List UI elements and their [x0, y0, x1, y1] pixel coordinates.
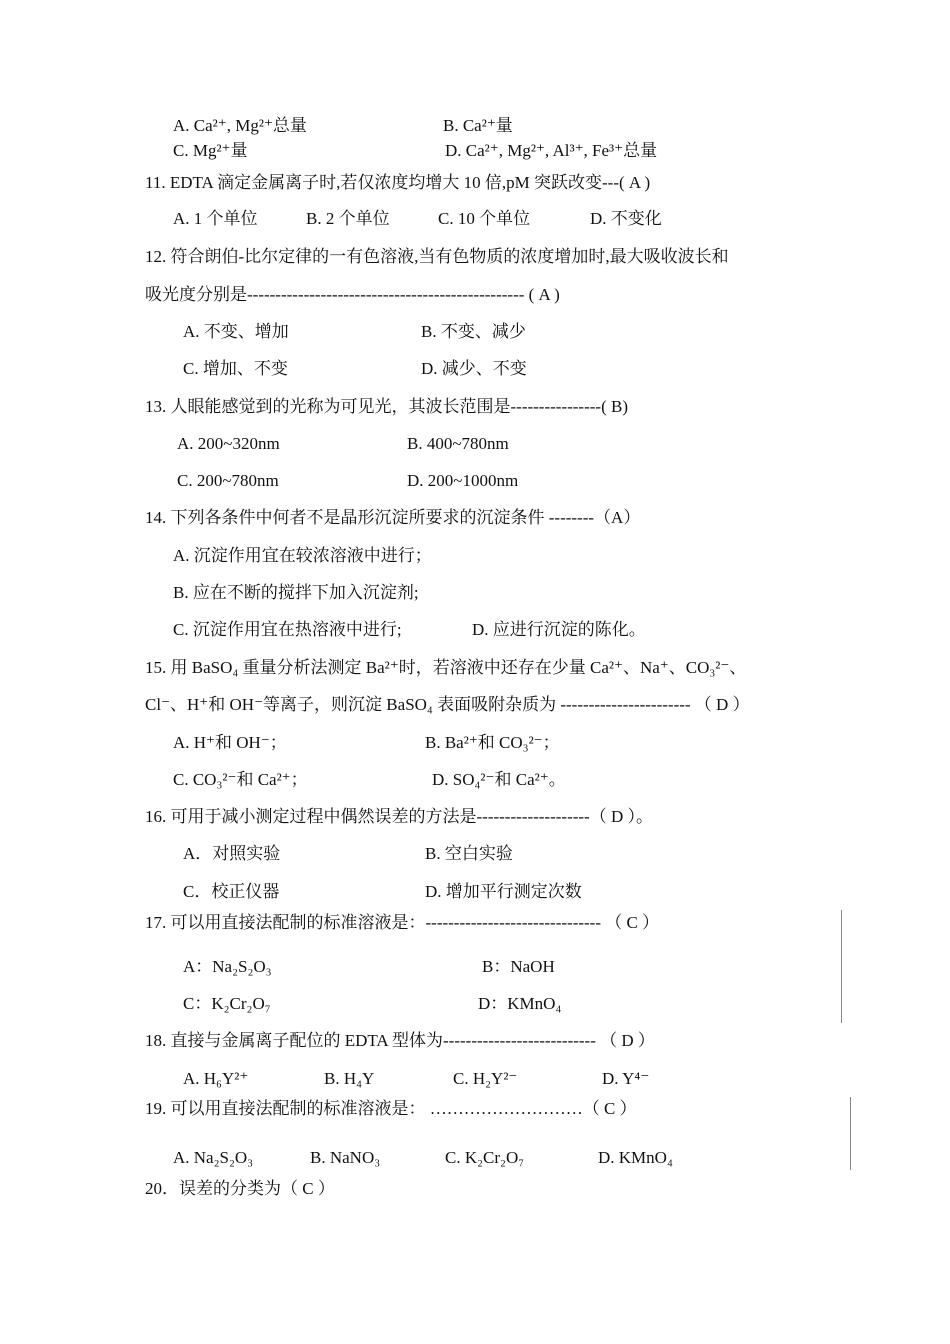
q10-option-c: C. Mg²⁺量	[173, 141, 248, 160]
q18-option-d: D. Y⁴⁻	[602, 1069, 650, 1088]
q11-option-a: A. 1 个单位	[173, 209, 258, 228]
q19-option-d: D. KMnO₄	[598, 1148, 673, 1167]
q17-option-d: D：KMnO₄	[478, 994, 562, 1013]
q18-option-b: B. H₄Y	[324, 1069, 375, 1088]
q16-option-a: A．对照实验	[183, 844, 281, 863]
q14-option-d: D. 应进行沉淀的陈化。	[472, 620, 646, 639]
q12-option-c: C. 增加、不变	[183, 359, 288, 378]
q16-option-b: B. 空白实验	[425, 844, 513, 863]
margin-bar-1	[841, 910, 842, 1023]
q10-option-a: A. Ca²⁺, Mg²⁺总量	[173, 116, 307, 135]
q12-stem-line2: 吸光度分别是------------------------------------------------- ( A )	[145, 285, 560, 304]
q14-option-b: B. 应在不断的搅拌下加入沉淀剂;	[173, 583, 419, 602]
q14-option-c: C. 沉淀作用宜在热溶液中进行;	[173, 620, 402, 639]
q15-stem-line2: Cl⁻、H⁺和 OH⁻等离子，则沉淀 BaSO₄ 表面吸附杂质为 ----------------------- （ D ）	[145, 695, 750, 714]
q11-option-d: D. 不变化	[590, 209, 662, 228]
q16-option-c: C．校正仪器	[183, 882, 280, 901]
q18-stem: 18. 直接与金属离子配位的 EDTA 型体为--------------------------- （ D ）	[145, 1031, 655, 1050]
q19-option-b: B. NaNO₃	[310, 1148, 381, 1167]
q15-option-b: B. Ba²⁺和 CO₃²⁻；	[425, 733, 560, 752]
q11-option-c: C. 10 个单位	[438, 209, 531, 228]
q17-option-a: A：Na₂S₂O₃	[183, 957, 272, 976]
q17-option-c: C：K₂Cr₂O₇	[183, 994, 271, 1013]
q12-option-a: A. 不变、增加	[183, 322, 289, 341]
q14-stem: 14. 下列各条件中何者不是晶形沉淀所要求的沉淀条件 --------（A）	[145, 508, 641, 527]
margin-bar-2	[850, 1097, 851, 1170]
q10-option-b: B. Ca²⁺量	[443, 116, 513, 135]
q19-option-a: A. Na₂S₂O₃	[173, 1148, 254, 1167]
q15-option-c: C. CO₃²⁻和 Ca²⁺；	[173, 770, 308, 789]
q17-option-b: B：NaOH	[482, 957, 555, 976]
q13-option-a: A. 200~320nm	[177, 434, 280, 453]
q13-option-b: B. 400~780nm	[407, 434, 509, 453]
q18-option-c: C. H₂Y²⁻	[453, 1069, 518, 1088]
q18-option-a: A. H₆Y²⁺	[183, 1069, 249, 1088]
q17-stem: 17. 可以用直接法配制的标准溶液是：------------------------------- （ C ）	[145, 913, 660, 932]
q12-stem-line1: 12. 符合朗伯-比尔定律的一有色溶液,当有色物质的浓度增加时,最大吸收波长和	[145, 247, 729, 266]
q15-option-d: D. SO₄²⁻和 Ca²⁺。	[432, 770, 566, 789]
q11-stem: 11. EDTA 滴定金属离子时,若仅浓度均增大 10 倍,pM 突跃改变---( A )	[145, 173, 651, 192]
q10-option-d: D. Ca²⁺, Mg²⁺, Al³⁺, Fe³⁺总量	[445, 141, 658, 160]
q20-stem: 20．误差的分类为（ C ）	[145, 1179, 335, 1198]
q16-option-d: D. 增加平行测定次数	[425, 882, 582, 901]
q16-stem: 16. 可用于减小测定过程中偶然误差的方法是--------------------（ D ）。	[145, 807, 653, 826]
q15-option-a: A. H⁺和 OH⁻；	[173, 733, 287, 752]
q12-option-d: D. 减少、不变	[421, 359, 527, 378]
q19-stem: 19. 可以用直接法配制的标准溶液是： ………………………（ C ）	[145, 1099, 637, 1118]
q12-option-b: B. 不变、减少	[421, 322, 526, 341]
q13-option-c: C. 200~780nm	[177, 471, 279, 490]
q19-option-c: C. K₂Cr₂O₇	[445, 1148, 525, 1167]
q13-stem: 13. 人眼能感觉到的光称为可见光，其波长范围是----------------( B)	[145, 397, 628, 416]
q11-option-b: B. 2 个单位	[306, 209, 390, 228]
q13-option-d: D. 200~1000nm	[407, 471, 519, 490]
q15-stem-line1: 15. 用 BaSO₄ 重量分析法测定 Ba²⁺时，若溶液中还存在少量 Ca²⁺、Na⁺、CO₃²⁻、	[145, 658, 747, 677]
q14-option-a: A. 沉淀作用宜在较浓溶液中进行；	[173, 546, 432, 565]
